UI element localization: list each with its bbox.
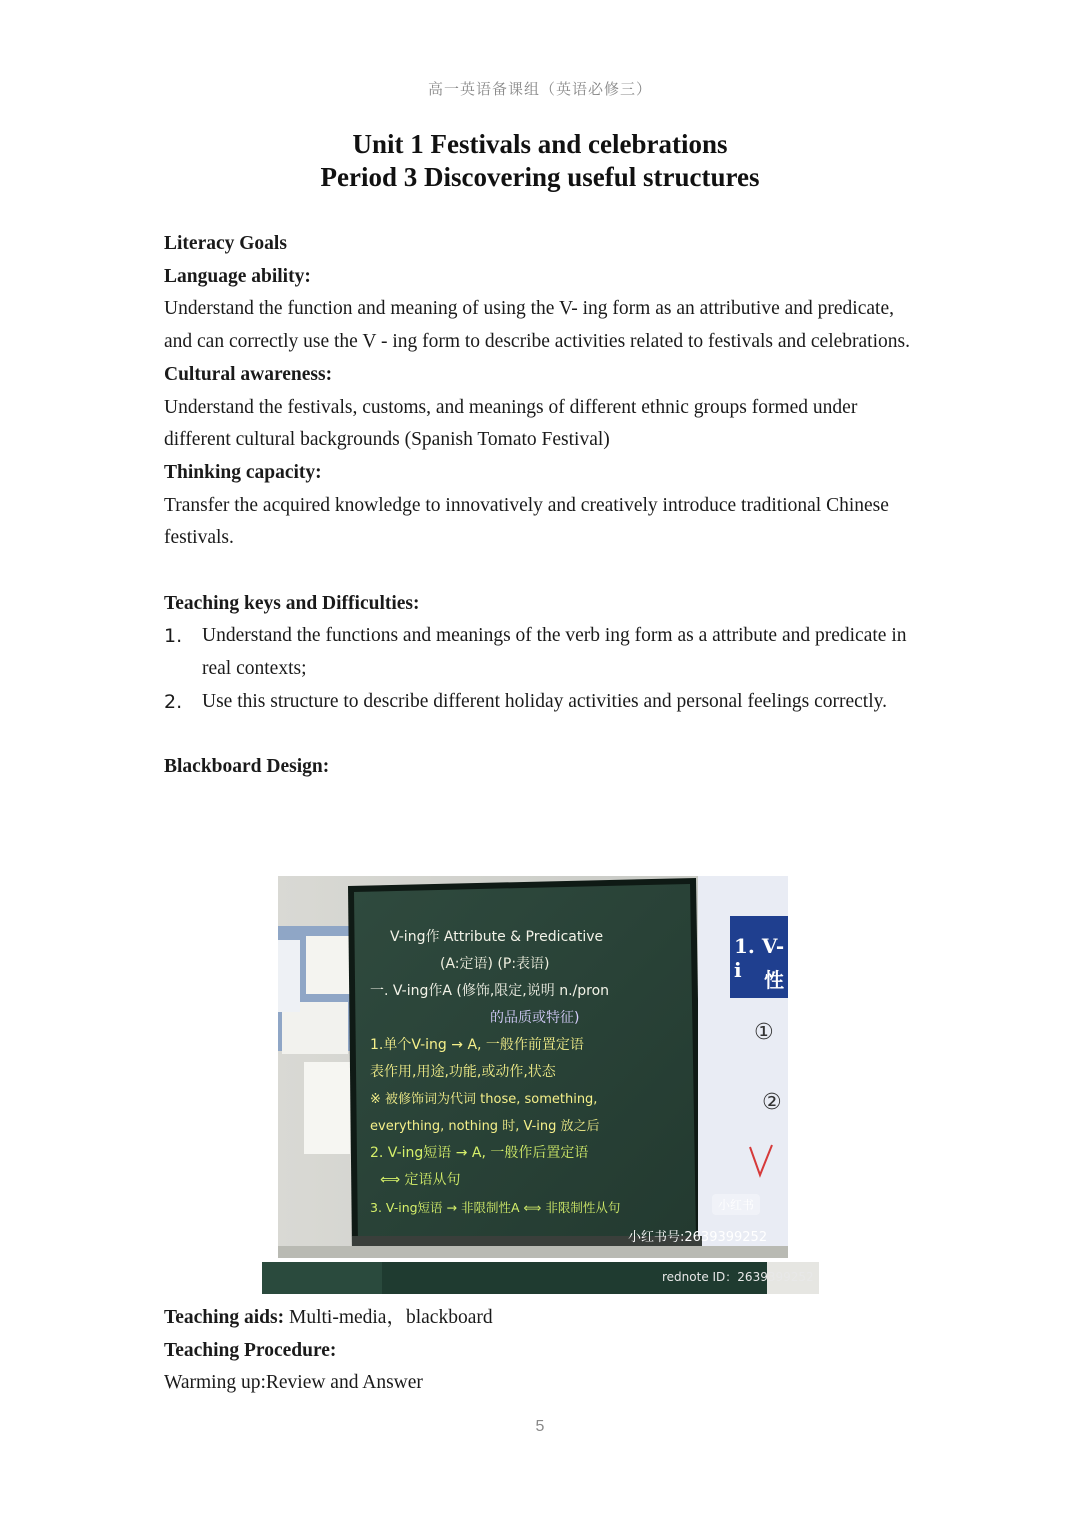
screen-subtitle: 性 (764, 968, 784, 992)
blackboard-photo (278, 876, 788, 1258)
thinking-heading: Thinking capacity: (164, 461, 322, 483)
thinking-text: Transfer the acquired knowledge to innovatively and creatively introduce traditional Chinese festivals. (164, 494, 889, 549)
photo-strip (262, 1262, 819, 1294)
title-block (0, 128, 1080, 194)
warming-up: Warming up:Review and Answer (164, 1372, 423, 1394)
aids-label: Teaching aids: (164, 1307, 285, 1328)
aids-line (164, 1302, 924, 1335)
page-number: 5 (535, 1418, 545, 1435)
board-line: 一. V-ing作A (修饰,限定,说明 n./pron (370, 983, 610, 999)
screen-circle-two: ② (762, 1090, 782, 1115)
board-line: ⟺ 定语从句 (380, 1172, 461, 1188)
cultural-text: Understand the festivals, customs, and meanings of different ethnic groups formed under different cultural backgrounds (Spanish Tomato Festival) (164, 396, 858, 451)
language-text: Understand the function and meaning of using the V- ing form as an attributive and predicate, and can correctly use the V - ing form to describe activities related to festivals and celebrations. (164, 298, 910, 353)
cultural-heading: Cultural awareness: (164, 363, 333, 385)
list-item (164, 686, 924, 719)
board-line: everything, nothing 时, V-ing 放之后 (370, 1119, 600, 1134)
screen-circle-one: ① (754, 1020, 774, 1045)
board-line: 3. V-ing短语 → 非限制性A ⟺ 非限制性从句 (370, 1200, 621, 1215)
watermark-id: 小红书号:2639399252 (628, 1230, 768, 1245)
blackboard-heading: Blackboard Design: (164, 756, 330, 778)
board-line: 1.单个V-ing → A, 一般作前置定语 (370, 1037, 584, 1053)
keys-heading: Teaching keys and Difficulties: (164, 592, 420, 614)
language-heading: Language ability: (164, 265, 311, 287)
procedure-heading: Teaching Procedure: (164, 1339, 337, 1361)
running-header: 高一英语备课组（英语必修三） (427, 82, 652, 98)
board-line: 表作用,用途,功能,或动作,状态 (370, 1064, 556, 1080)
board-line: 2. V-ing短语 → A, 一般作后置定语 (370, 1145, 589, 1161)
unit-title: Unit 1 Festivals and celebrations (352, 129, 728, 159)
literacy-heading: Literacy Goals (164, 233, 287, 254)
screen-title: 1. V-i (734, 934, 785, 982)
lesson-content (164, 228, 924, 784)
list-item (164, 620, 924, 685)
screen-red-mark (748, 1141, 778, 1181)
list-text: Understand the functions and meanings of the verb ing form as a attribute and predicate in real contexts; (202, 625, 907, 680)
board-line: ※ 被修饰词为代词 those, something, (370, 1092, 598, 1107)
list-text: Use this structure to describe different holiday activities and personal feelings correctly. (202, 690, 887, 712)
board-line: V-ing作 Attribute & Predicative (390, 929, 604, 945)
aids-value: Multi-media，blackboard (284, 1307, 493, 1328)
period-title: Period 3 Discovering useful structures (320, 162, 760, 192)
lesson-bottom (164, 1302, 924, 1400)
board-line: 的品质或特征) (490, 1010, 580, 1026)
list-number: 1. (164, 625, 183, 648)
strip-watermark: rednote ID：2639399252 (662, 1270, 814, 1284)
keys-list (164, 620, 924, 718)
list-number: 2. (164, 690, 183, 713)
watermark-badge: 小红书 (712, 1194, 760, 1215)
board-line: (A:定语) (P:表语) (440, 956, 550, 972)
